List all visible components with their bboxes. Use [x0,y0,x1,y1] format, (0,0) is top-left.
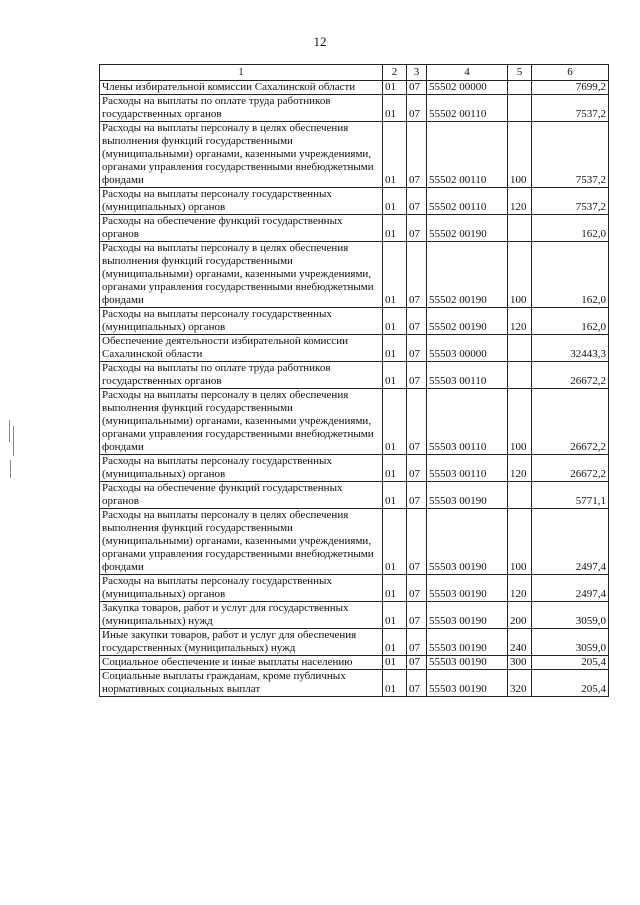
row-code-target: 55502 00110 [427,188,508,215]
row-code-section: 01 [383,482,407,509]
row-name: Социальные выплаты гражданам, кроме публичных нормативных социальных выплат [100,670,383,697]
row-code-expense-type [508,362,532,389]
row-amount: 26672,2 [532,389,609,455]
row-name: Расходы на выплаты персоналу в целях обеспечения выполнения функций государственными (муниципальными) органами, казенными учреждениями, органами управления государственными внебюджетными фондами [100,242,383,308]
header-col-1: 1 [100,65,383,81]
row-code-expense-type: 120 [508,575,532,602]
row-code-expense-type: 100 [508,509,532,575]
table-row [100,455,609,482]
table-row [100,215,609,242]
row-code-expense-type: 120 [508,308,532,335]
row-name: Социальное обеспечение и иные выплаты населению [100,656,383,670]
table-row [100,122,609,188]
row-amount: 2497,4 [532,575,609,602]
row-code-section: 01 [383,455,407,482]
row-amount: 3059,0 [532,629,609,656]
table-header-row [100,65,609,81]
row-code-subsection: 07 [407,455,427,482]
row-name: Расходы на выплаты персоналу в целях обеспечения выполнения функций государственными (муниципальными) органами, казенными учреждениями, органами управления государственными внебюджетными фондами [100,122,383,188]
row-amount: 7699,2 [532,81,609,95]
row-name: Расходы на выплаты персоналу в целях обеспечения выполнения функций государственными (муниципальными) органами, казенными учреждениями, органами управления государственными внебюджетными фондами [100,389,383,455]
table-row [100,95,609,122]
row-code-subsection: 07 [407,308,427,335]
page-number: 12 [313,34,327,49]
row-code-expense-type: 200 [508,602,532,629]
row-code-target: 55503 00190 [427,629,508,656]
header-col-5: 5 [508,65,532,81]
row-code-section: 01 [383,215,407,242]
header-col-2: 2 [383,65,407,81]
row-code-expense-type: 100 [508,389,532,455]
row-code-target: 55503 00110 [427,389,508,455]
row-code-target: 55503 00110 [427,455,508,482]
row-code-expense-type: 100 [508,242,532,308]
table-row [100,482,609,509]
row-code-subsection: 07 [407,509,427,575]
table-row [100,509,609,575]
header-col-4: 4 [427,65,508,81]
row-code-section: 01 [383,629,407,656]
row-code-subsection: 07 [407,482,427,509]
row-code-expense-type: 100 [508,122,532,188]
row-code-expense-type [508,95,532,122]
row-code-target: 55503 00190 [427,509,508,575]
row-amount: 7537,2 [532,188,609,215]
table-row [100,81,609,95]
row-amount: 7537,2 [532,95,609,122]
row-code-subsection: 07 [407,335,427,362]
row-code-section: 01 [383,389,407,455]
row-code-subsection: 07 [407,575,427,602]
row-name: Расходы на выплаты по оплате труда работников государственных органов [100,362,383,389]
row-code-subsection: 07 [407,122,427,188]
row-code-subsection: 07 [407,215,427,242]
row-amount: 32443,3 [532,335,609,362]
row-code-section: 01 [383,656,407,670]
row-code-target: 55503 00110 [427,362,508,389]
row-code-section: 01 [383,95,407,122]
row-name: Расходы на выплаты персоналу государственных (муниципальных) органов [100,308,383,335]
row-code-target: 55503 00190 [427,575,508,602]
scan-margin-marks [8,420,18,480]
row-code-expense-type [508,81,532,95]
table-row [100,629,609,656]
row-amount: 7537,2 [532,122,609,188]
row-name: Расходы на выплаты персоналу государственных (муниципальных) органов [100,455,383,482]
row-code-subsection: 07 [407,629,427,656]
row-code-expense-type [508,335,532,362]
row-amount: 162,0 [532,215,609,242]
row-code-expense-type: 300 [508,656,532,670]
row-amount: 3059,0 [532,602,609,629]
table-row [100,602,609,629]
row-code-expense-type: 240 [508,629,532,656]
table-row [100,242,609,308]
row-code-expense-type: 120 [508,188,532,215]
table-row [100,335,609,362]
row-code-target: 55503 00190 [427,482,508,509]
budget-table-body [100,81,609,697]
table-row [100,188,609,215]
row-code-target: 55503 00190 [427,670,508,697]
row-name: Закупка товаров, работ и услуг для государственных (муниципальных) нужд [100,602,383,629]
row-code-section: 01 [383,242,407,308]
row-code-section: 01 [383,122,407,188]
row-name: Расходы на обеспечение функций государственных органов [100,482,383,509]
row-code-target: 55502 00190 [427,308,508,335]
row-code-section: 01 [383,575,407,602]
row-code-target: 55502 00000 [427,81,508,95]
row-code-subsection: 07 [407,81,427,95]
table-row [100,656,609,670]
row-code-target: 55502 00110 [427,122,508,188]
row-code-target: 55503 00190 [427,656,508,670]
row-name: Члены избирательной комиссии Сахалинской области [100,81,383,95]
row-name: Иные закупки товаров, работ и услуг для обеспечения государственных (муниципальных) нужд [100,629,383,656]
row-code-subsection: 07 [407,95,427,122]
table-row [100,308,609,335]
row-amount: 205,4 [532,670,609,697]
row-amount: 205,4 [532,656,609,670]
row-code-expense-type [508,482,532,509]
row-code-target: 55502 00190 [427,215,508,242]
row-code-expense-type: 120 [508,455,532,482]
budget-table [99,64,609,697]
row-code-target: 55503 00190 [427,602,508,629]
row-amount: 26672,2 [532,362,609,389]
row-code-section: 01 [383,81,407,95]
row-code-subsection: 07 [407,670,427,697]
row-amount: 2497,4 [532,509,609,575]
row-amount: 26672,2 [532,455,609,482]
header-col-6: 6 [532,65,609,81]
row-amount: 162,0 [532,308,609,335]
row-name: Расходы на обеспечение функций государственных органов [100,215,383,242]
row-name: Расходы на выплаты персоналу государственных (муниципальных) органов [100,575,383,602]
table-row [100,670,609,697]
row-name: Расходы на выплаты персоналу государственных (муниципальных) органов [100,188,383,215]
header-col-3: 3 [407,65,427,81]
row-name: Расходы на выплаты по оплате труда работников государственных органов [100,95,383,122]
row-code-subsection: 07 [407,389,427,455]
row-code-expense-type [508,215,532,242]
row-code-section: 01 [383,188,407,215]
row-code-section: 01 [383,335,407,362]
row-code-section: 01 [383,308,407,335]
table-row [100,362,609,389]
row-name: Расходы на выплаты персоналу в целях обеспечения выполнения функций государственными (муниципальными) органами, казенными учреждениями, органами управления государственными внебюджетными фондами [100,509,383,575]
row-code-subsection: 07 [407,362,427,389]
table-row [100,575,609,602]
row-code-section: 01 [383,602,407,629]
row-code-target: 55503 00000 [427,335,508,362]
row-code-subsection: 07 [407,242,427,308]
row-code-expense-type: 320 [508,670,532,697]
row-code-target: 55502 00190 [427,242,508,308]
row-code-target: 55502 00110 [427,95,508,122]
table-row [100,389,609,455]
row-code-subsection: 07 [407,656,427,670]
row-amount: 162,0 [532,242,609,308]
row-amount: 5771,1 [532,482,609,509]
row-code-subsection: 07 [407,602,427,629]
row-code-subsection: 07 [407,188,427,215]
row-code-section: 01 [383,670,407,697]
row-code-section: 01 [383,362,407,389]
row-name: Обеспечение деятельности избирательной комиссии Сахалинской области [100,335,383,362]
row-code-section: 01 [383,509,407,575]
